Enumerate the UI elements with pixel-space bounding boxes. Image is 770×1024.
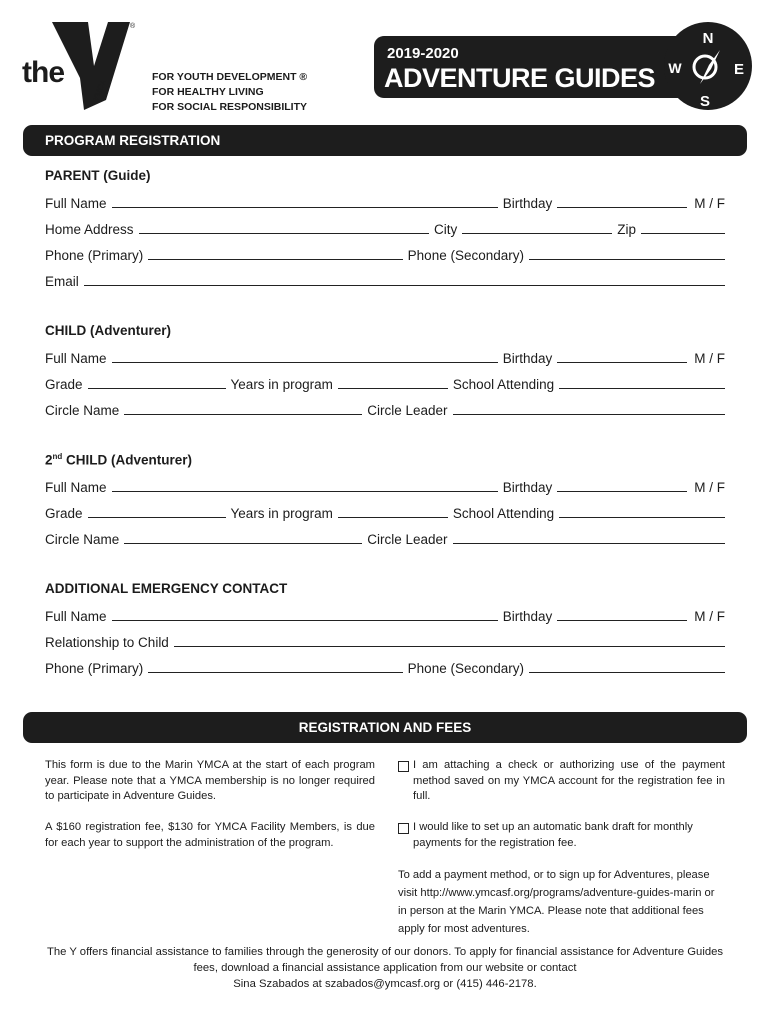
child-grade-field[interactable] <box>88 387 226 389</box>
logo-the-text: the <box>22 56 64 89</box>
child2-gender-option[interactable]: M / F <box>694 480 725 495</box>
emergency-row-phone <box>45 658 725 676</box>
emergency-phone-secondary-field[interactable] <box>529 671 725 673</box>
parent-row-address <box>45 219 725 237</box>
section-heading-child: CHILD (Adventurer) <box>45 323 172 338</box>
parent-phone-secondary-field[interactable] <box>529 258 725 260</box>
compass-s: S <box>699 93 711 110</box>
ymca-y-logo-icon <box>50 20 136 112</box>
label-school-attending: School Attending <box>452 377 555 392</box>
section-bar-program-registration: PROGRAM REGISTRATION <box>23 125 747 156</box>
page-title: ADVENTURE GUIDES <box>384 63 656 93</box>
label-phone-primary: Phone (Primary) <box>45 661 144 676</box>
title-banner <box>374 36 690 98</box>
financial-assistance-contact: Sina Szabados at szabados@ymcasf.org or (415) 446-2178. <box>233 978 537 990</box>
emergency-gender-option[interactable]: M / F <box>694 609 725 624</box>
parent-home-address-field[interactable] <box>139 232 429 234</box>
parent-email-field[interactable] <box>84 284 725 286</box>
child2-circle-leader-field[interactable] <box>453 542 725 544</box>
child2-circle-name-field[interactable] <box>124 542 362 544</box>
label-phone-primary: Phone (Primary) <box>45 248 144 263</box>
section-heading-parent: PARENT (Guide) <box>45 168 151 183</box>
tagline-line-3: FOR SOCIAL RESPONSIBILITY <box>152 101 307 113</box>
child2-years-field[interactable] <box>338 516 448 518</box>
checkbox-bank-draft[interactable] <box>398 823 409 834</box>
section-heading-emergency: ADDITIONAL EMERGENCY CONTACT <box>45 581 288 596</box>
compass-e: E <box>733 61 745 78</box>
child2-row-name <box>45 477 725 495</box>
child-row-name <box>45 348 725 366</box>
emergency-birthday-field[interactable] <box>557 619 687 621</box>
child2-school-field[interactable] <box>559 516 725 518</box>
parent-row-name <box>45 193 725 211</box>
label-birthday: Birthday <box>502 609 553 624</box>
fees-due-text: This form is due to the Marin YMCA at the start of each program year. Please note that a YMCA membership is no longer required to participate in Adventure Guides. <box>45 759 375 802</box>
compass-icon <box>662 20 754 112</box>
child2-grade-field[interactable] <box>88 516 226 518</box>
label-circle-leader: Circle Leader <box>367 403 448 418</box>
fees-amount-text: A $160 registration fee, $130 for YMCA Facility Members, is due for each year to support the administration of the program. <box>45 821 375 849</box>
financial-assistance-text: The Y offers financial assistance to families through the generosity of our donors. To apply for financial assistance for Adventure Guides fees, download a financial assistance application from our website or contact <box>46 946 724 974</box>
child2-row-grade <box>45 503 725 521</box>
label-relationship: Relationship to Child <box>45 635 169 650</box>
emergency-relationship-field[interactable] <box>174 645 725 647</box>
child-full-name-field[interactable] <box>112 361 498 363</box>
parent-phone-primary-field[interactable] <box>148 258 402 260</box>
parent-birthday-field[interactable] <box>557 206 687 208</box>
label-years-in-program: Years in program <box>230 377 333 392</box>
label-city: City <box>433 222 458 237</box>
parent-gender-option[interactable]: M / F <box>694 196 725 211</box>
label-birthday: Birthday <box>502 196 553 211</box>
payment-option-check[interactable] <box>398 758 725 805</box>
parent-full-name-field[interactable] <box>112 206 498 208</box>
program-year: 2019-2020 <box>387 45 459 62</box>
emergency-full-name-field[interactable] <box>112 619 498 621</box>
label-circle-name: Circle Name <box>45 532 120 547</box>
label-years-in-program: Years in program <box>230 506 333 521</box>
child-circle-name-field[interactable] <box>124 413 362 415</box>
child-years-field[interactable] <box>338 387 448 389</box>
label-phone-secondary: Phone (Secondary) <box>407 661 524 676</box>
child2-row-circle <box>45 529 725 547</box>
label-full-name: Full Name <box>45 196 107 211</box>
tagline <box>152 70 307 115</box>
parent-row-email <box>45 271 725 289</box>
payment-method-note: To add a payment method, or to sign up for Adventures, please visit http://www.ymcasf.org/programs/adventure-guides-marin or in person at the Marin YMCA. Please note that additional fees apply for most adventures. <box>398 869 715 935</box>
child-row-circle <box>45 400 725 418</box>
parent-row-phone <box>45 245 725 263</box>
label-birthday: Birthday <box>502 480 553 495</box>
label-circle-name: Circle Name <box>45 403 120 418</box>
parent-zip-field[interactable] <box>641 232 725 234</box>
parent-city-field[interactable] <box>462 232 612 234</box>
section-heading-child-2: 2nd CHILD (Adventurer) <box>45 452 193 468</box>
child-circle-leader-field[interactable] <box>453 413 725 415</box>
label-full-name: Full Name <box>45 609 107 624</box>
registered-mark: ® <box>130 23 136 30</box>
child2-full-name-field[interactable] <box>112 490 498 492</box>
child-gender-option[interactable]: M / F <box>694 351 725 366</box>
section-bar-registration-fees: REGISTRATION AND FEES <box>23 712 747 743</box>
label-zip: Zip <box>617 222 636 237</box>
child2-birthday-field[interactable] <box>557 490 687 492</box>
tagline-line-1: FOR YOUTH DEVELOPMENT ® <box>152 71 308 83</box>
child-row-grade <box>45 374 725 392</box>
child-school-field[interactable] <box>559 387 725 389</box>
compass-n: N <box>702 30 714 47</box>
label-school-attending: School Attending <box>452 506 555 521</box>
compass-w: W <box>668 60 682 76</box>
child-birthday-field[interactable] <box>557 361 687 363</box>
emergency-row-name <box>45 606 725 624</box>
tagline-line-2: FOR HEALTHY LIVING <box>152 86 264 98</box>
payment-option-bank-draft[interactable] <box>398 820 725 851</box>
label-full-name: Full Name <box>45 480 107 495</box>
emergency-row-relationship <box>45 632 725 650</box>
checkbox-pay-in-full[interactable] <box>398 761 409 772</box>
label-birthday: Birthday <box>502 351 553 366</box>
label-grade: Grade <box>45 377 83 392</box>
payment-option-bank-draft-label: I would like to set up an automatic bank draft for monthly payments for the registration fee. <box>413 821 693 849</box>
label-grade: Grade <box>45 506 83 521</box>
emergency-phone-primary-field[interactable] <box>148 671 402 673</box>
label-circle-leader: Circle Leader <box>367 532 448 547</box>
logo-ymca-text: YMCA <box>91 77 108 103</box>
label-email: Email <box>45 274 79 289</box>
label-home-address: Home Address <box>45 222 134 237</box>
label-full-name: Full Name <box>45 351 107 366</box>
payment-option-check-label: I am attaching a check or authorizing use of the payment method saved on my YMCA account for the registration fee in full. <box>413 759 725 802</box>
label-phone-secondary: Phone (Secondary) <box>407 248 524 263</box>
